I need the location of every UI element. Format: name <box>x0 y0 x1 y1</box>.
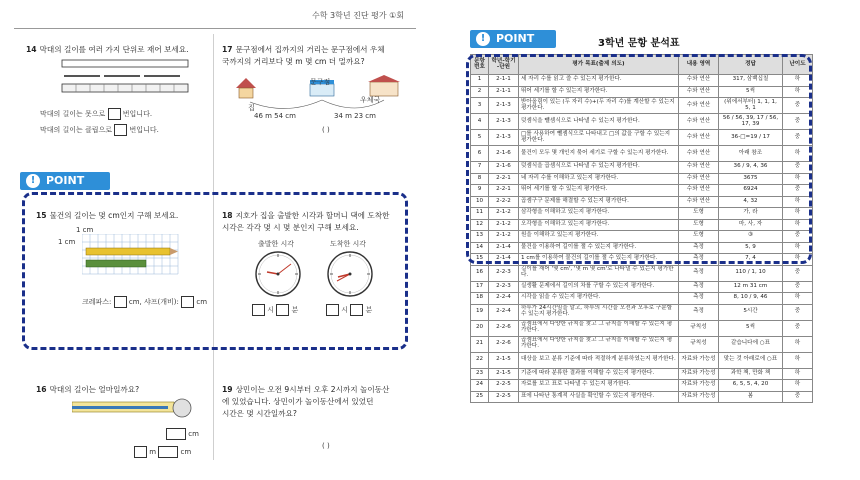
cell-difficulty: 하 <box>783 196 813 208</box>
depart-label: 출발한 시각 <box>258 240 295 248</box>
question-text-line1: 상민이는 오전 9시부터 오후 2시까지 놀이동산 <box>235 385 390 394</box>
pencil-label: 샤프(개비): <box>144 298 179 306</box>
minute-box[interactable] <box>276 304 289 316</box>
cell-goal: 대상을 보고 분류 기준에 따라 적절하게 분류하였는지 평가한다. <box>519 352 679 368</box>
cell-difficulty: 하 <box>783 86 813 98</box>
unit-minute: 분 <box>291 306 299 314</box>
cell-unit: 2-1-3 <box>489 114 519 130</box>
page-header <box>0 8 430 26</box>
answer-box[interactable] <box>108 108 121 120</box>
cell-unit: 2-1-3 <box>489 130 519 146</box>
cell-difficulty: 하 <box>783 336 813 352</box>
arrive-clock <box>326 250 374 298</box>
table-row <box>471 352 813 368</box>
pencil-answer-box[interactable] <box>181 296 194 308</box>
cell-number: 1 <box>471 75 489 87</box>
unit-hour: 시 <box>267 306 274 314</box>
hour-box[interactable] <box>326 304 339 316</box>
cell-number: 8 <box>471 173 489 185</box>
cell-area: 측정 <box>679 304 719 320</box>
cell-difficulty: 중 <box>783 281 813 293</box>
cell-number: 12 <box>471 219 489 231</box>
cell-area: 자료와 가능성 <box>679 368 719 380</box>
cell-goal: 삼각형을 이해하고 있는지 평가한다. <box>519 208 679 220</box>
cell-answer: 마, 사, 자 <box>719 219 783 231</box>
table-row <box>471 391 813 403</box>
cell-difficulty: 하 <box>783 75 813 87</box>
crayon-body <box>86 260 146 267</box>
cell-difficulty: 하 <box>783 352 813 368</box>
cell-number: 9 <box>471 185 489 197</box>
cell-unit: 2-1-6 <box>489 146 519 162</box>
tape-measure <box>72 398 196 420</box>
cell-unit: 2-2-4 <box>489 293 519 305</box>
cell-goal: 곱셈표에서 다양한 규칙을 찾고 그 규칙을 이해할 수 있는지 평가한다. <box>519 336 679 352</box>
cell-difficulty: 중 <box>783 98 813 114</box>
distance-left: 46 m 54 cm <box>254 112 296 120</box>
cell-goal: 덧셈식을 곱셈식으로 나타낼 수 있는지 평가한다. <box>519 162 679 174</box>
cell-goal: 뛰어 세기를 할 수 있는지 평가한다. <box>519 86 679 98</box>
cell-answer: 6924 <box>719 185 783 197</box>
answer-line-crayon <box>82 296 212 308</box>
cell-number: 24 <box>471 380 489 392</box>
cell-number: 5 <box>471 130 489 146</box>
table-row <box>471 265 813 281</box>
column-header: 난이도 <box>783 55 813 75</box>
column-header: 정답 <box>719 55 783 75</box>
cell-goal: 물건을 이용하여 길이를 잴 수 있는지 평가한다. <box>519 242 679 254</box>
cell-answer: 과학 책, 만화 책 <box>719 368 783 380</box>
cell-unit: 2-1-4 <box>489 254 519 266</box>
cell-area: 수와 연산 <box>679 173 719 185</box>
cell-difficulty: 중 <box>783 391 813 403</box>
header-rule <box>14 28 416 29</box>
question-number: 16 <box>36 385 47 394</box>
depart-answer <box>252 304 322 316</box>
cell-answer: 가, 라 <box>719 208 783 220</box>
measured-stick <box>72 406 168 409</box>
table-title: 3학년 문항 분석표 <box>598 38 680 49</box>
cell-difficulty: 하 <box>783 293 813 305</box>
cell-area: 규칙성 <box>679 320 719 336</box>
question-17 <box>222 44 422 68</box>
cell-answer: 56 / 56, 39, 17 / 56, 17, 39 <box>719 114 783 130</box>
cell-number: 11 <box>471 208 489 220</box>
answer-suffix: 번입니다. <box>129 126 159 134</box>
cell-answer: 317, 삼백십칠 <box>719 75 783 87</box>
highlight-dashed-frame <box>466 54 812 264</box>
question-14 <box>26 44 216 56</box>
cell-goal: 1 cm를 이용하여 물건의 길이를 잴 수 있는지 평가한다. <box>519 254 679 266</box>
question-text-line2: 시각은 각각 몇 시 몇 분인지 구해 보세요. <box>222 223 359 232</box>
cell-answer: 6, 5, 5, 4, 20 <box>719 380 783 392</box>
cell-number: 18 <box>471 293 489 305</box>
unit-label-top: 1 cm <box>76 226 94 234</box>
answer-m-cm <box>134 446 216 458</box>
cell-difficulty: 하 <box>783 219 813 231</box>
question-number: 18 <box>222 211 233 220</box>
cell-difficulty: 하 <box>783 368 813 380</box>
cell-number: 15 <box>471 254 489 266</box>
cell-goal: 덧셈식을 뺄셈식으로 나타낼 수 있는지 평가한다. <box>519 114 679 130</box>
cell-answer: 3675 <box>719 173 783 185</box>
cell-area: 도형 <box>679 208 719 220</box>
cell-area: 수와 연산 <box>679 114 719 130</box>
cell-goal: 원을 이해하고 있는지 평가한다. <box>519 231 679 243</box>
cell-answer: 7, 4 <box>719 254 783 266</box>
cell-answer: 같습니다에 ○표 <box>719 336 783 352</box>
label-stationery: 문구점 <box>310 78 331 86</box>
question-18 <box>222 210 412 234</box>
cell-difficulty: 하 <box>783 380 813 392</box>
question-text-line1: 문구점에서 집까지의 거리는 문구점에서 우체 <box>235 45 385 54</box>
cell-area: 규칙성 <box>679 336 719 352</box>
distance-right: 34 m 23 cm <box>334 112 376 120</box>
cell-answer: ③ <box>719 231 783 243</box>
cell-goal: 곱셈구구 문제를 해결할 수 있는지 평가한다. <box>519 196 679 208</box>
minute-box[interactable] <box>350 304 363 316</box>
answer-paren[interactable]: ( ) <box>322 442 330 450</box>
cell-number: 21 <box>471 336 489 352</box>
cell-area: 측정 <box>679 293 719 305</box>
cell-area: 측정 <box>679 242 719 254</box>
cell-difficulty: 중 <box>783 114 813 130</box>
cell-unit: 2-1-2 <box>489 219 519 231</box>
column-header: 내용 영역 <box>679 55 719 75</box>
cell-answer: 5, 9 <box>719 242 783 254</box>
question-number: 19 <box>222 385 233 394</box>
cell-goal: 물건이 모두 몇 개인지 묶어 세기로 구할 수 있는지 평가한다. <box>519 146 679 162</box>
cell-number: 14 <box>471 242 489 254</box>
cell-unit: 2-2-6 <box>489 320 519 336</box>
cell-answer: 맞는 것 아래로에 ○표 <box>719 352 783 368</box>
cell-unit: 2-1-2 <box>489 208 519 220</box>
column-header: 평가 목표(출제 의도) <box>519 55 679 75</box>
cell-difficulty: 중 <box>783 162 813 174</box>
cell-area: 자료와 가능성 <box>679 391 719 403</box>
cell-answer: 36-□=19 / 17 <box>719 130 783 146</box>
cell-unit: 2-2-5 <box>489 391 519 403</box>
cell-area: 자료와 가능성 <box>679 352 719 368</box>
cm-box[interactable] <box>166 428 186 440</box>
answer-line-nails <box>40 108 210 120</box>
cell-unit: 2-2-3 <box>489 281 519 293</box>
hour-box[interactable] <box>252 304 265 316</box>
cell-goal: 받아올림이 있는 (두 자리 수)+(두 자리 수)를 계산할 수 있는지 평가한다. <box>519 98 679 114</box>
arrive-answer <box>326 304 396 316</box>
table-row <box>471 368 813 380</box>
question-text: 막대의 길이는 얼마일까요? <box>49 385 140 394</box>
cell-unit: 2-2-5 <box>489 380 519 392</box>
cell-answer: 12 m 31 cm <box>719 281 783 293</box>
cell-area: 수와 연산 <box>679 130 719 146</box>
cell-answer: 5시간 <box>719 304 783 320</box>
cell-answer: 5씩 <box>719 320 783 336</box>
question-text-line2: 국까지의 거리보다 몇 m 몇 cm 더 멀까요? <box>222 57 365 66</box>
cell-goal: 표에 나타난 통계적 사실을 확인할 수 있는지 평가한다. <box>519 391 679 403</box>
cell-answer: 봄 <box>719 391 783 403</box>
unit-hour: 시 <box>341 306 348 314</box>
crayon-answer-box[interactable] <box>114 296 127 308</box>
point-label: POINT <box>46 174 85 187</box>
cell-area: 도형 <box>679 231 719 243</box>
table-row <box>471 281 813 293</box>
question-text: 막대의 길이를 여러 가지 단위로 재어 보세요. <box>39 45 189 54</box>
cell-answer: 36 / 9, 4, 36 <box>719 162 783 174</box>
cell-unit: 2-1-3 <box>489 98 519 114</box>
question-15 <box>36 210 206 222</box>
cell-area: 도형 <box>679 219 719 231</box>
unit-label-side: 1 cm <box>58 238 76 246</box>
m-box[interactable] <box>134 446 147 458</box>
pencil-unit: cm <box>196 298 208 306</box>
point-badge <box>20 172 110 190</box>
cell-goal: 곱셈표에서 다양한 규칙을 찾고 그 규칙을 이해할 수 있는지 평가한다. <box>519 320 679 336</box>
cell-answer: 5씩 <box>719 86 783 98</box>
pencil-body <box>86 248 170 255</box>
table-row <box>471 304 813 320</box>
exclamation-icon: ! <box>26 174 40 188</box>
answer-cm <box>166 428 216 440</box>
cell-number: 20 <box>471 320 489 336</box>
cell-number: 7 <box>471 162 489 174</box>
exclamation-icon: ! <box>476 32 490 46</box>
cell-difficulty: 중 <box>783 185 813 197</box>
cell-unit: 2-2-3 <box>489 265 519 281</box>
point-badge <box>470 30 556 48</box>
question-number: 15 <box>36 211 47 220</box>
crayon-unit: cm, <box>128 298 142 306</box>
cell-goal: □를 사용하여 뺄셈식으로 나타내고 □의 값을 구할 수 있는지 평가한다. <box>519 130 679 146</box>
question-19 <box>222 384 422 420</box>
page-header-text: 수학 3학년 진단 평가 ①회 <box>312 11 404 20</box>
post-office-icon <box>368 75 400 96</box>
crayon-label: 크레파스: <box>82 298 112 306</box>
cell-goal: 뛰어 세기를 할 수 있는지 평가한다. <box>519 185 679 197</box>
cell-goal: 시각을 읽을 수 있는지 평가한다. <box>519 293 679 305</box>
cell-goal: 실생활 문제에서 길이의 차를 구할 수 있는지 평가한다. <box>519 281 679 293</box>
home-icon <box>236 78 256 98</box>
cell-unit: 2-1-1 <box>489 86 519 98</box>
tape-reel <box>173 399 191 417</box>
cell-unit: 2-1-5 <box>489 368 519 380</box>
cell-difficulty: 중 <box>783 304 813 320</box>
cell-number: 22 <box>471 352 489 368</box>
cm-box[interactable] <box>158 446 178 458</box>
cell-difficulty: 하 <box>783 254 813 266</box>
cell-area: 수와 연산 <box>679 196 719 208</box>
question-text-line2: 에 있었습니다. 상민이가 놀이동산에서 있었던 <box>222 397 374 406</box>
cell-unit: 2-1-4 <box>489 242 519 254</box>
cell-difficulty: 중 <box>783 231 813 243</box>
cell-unit: 2-2-1 <box>489 173 519 185</box>
cell-difficulty: 중 <box>783 265 813 281</box>
question-number: 14 <box>26 45 37 54</box>
cell-number: 3 <box>471 98 489 114</box>
answer-prefix: 막대의 길이는 못으로 <box>40 110 106 118</box>
table-row <box>471 320 813 336</box>
cell-goal: 오각형을 이해하고 있는지 평가한다. <box>519 219 679 231</box>
cell-answer: (위에서부터) 1, 1, 1, 5, 1 <box>719 98 783 114</box>
cell-difficulty: 중 <box>783 320 813 336</box>
answer-suffix: 번입니다. <box>122 110 153 118</box>
cell-unit: 2-2-6 <box>489 336 519 352</box>
cell-number: 2 <box>471 86 489 98</box>
cell-number: 19 <box>471 304 489 320</box>
answer-prefix: 막대의 길이는 클립으로 <box>40 126 113 134</box>
cell-area: 수와 연산 <box>679 86 719 98</box>
cell-area: 측정 <box>679 265 719 281</box>
cell-number: 6 <box>471 146 489 162</box>
label-post-office: 우체국 <box>360 96 381 104</box>
cell-goal: 네 자리 수를 이해하고 있는지 평가한다. <box>519 173 679 185</box>
table-row <box>471 293 813 305</box>
cell-unit: 2-2-1 <box>489 185 519 197</box>
point-label: POINT <box>496 32 535 45</box>
cell-number: 16 <box>471 265 489 281</box>
unit-cm: cm <box>188 430 199 438</box>
cell-goal: 기준에 따라 분류한 결과를 이해할 수 있는지 평가한다. <box>519 368 679 380</box>
cell-area: 측정 <box>679 281 719 293</box>
table-row <box>471 336 813 352</box>
cell-goal: 자료를 보고 표로 나타낼 수 있는지 평가한다. <box>519 380 679 392</box>
depart-clock <box>254 250 302 298</box>
cell-unit: 2-2-2 <box>489 196 519 208</box>
arrive-label: 도착한 시각 <box>330 240 367 248</box>
cell-area: 수와 연산 <box>679 185 719 197</box>
cell-goal: 길이를 재어 '몇 cm', '몇 m 몇 cm'로 나타낼 수 있는지 평가한다. <box>519 265 679 281</box>
cell-number: 17 <box>471 281 489 293</box>
cell-number: 10 <box>471 196 489 208</box>
cell-answer: 8, 10 / 9, 46 <box>719 293 783 305</box>
column-header: 문항 번호 <box>471 55 489 75</box>
cell-area: 수와 연산 <box>679 146 719 162</box>
cell-area: 수와 연산 <box>679 75 719 87</box>
cell-unit: 2-1-5 <box>489 352 519 368</box>
cell-difficulty: 하 <box>783 173 813 185</box>
cell-unit: 2-2-4 <box>489 304 519 320</box>
pencil-tip <box>170 248 178 255</box>
cell-area: 자료와 가능성 <box>679 380 719 392</box>
stick-bar <box>62 60 188 67</box>
cell-goal: 세 자리 수를 읽고 쓸 수 있는지 평가한다. <box>519 75 679 87</box>
unit-m: m <box>149 448 157 456</box>
table-row <box>471 380 813 392</box>
question-text-line1: 지호가 집을 출발한 시각과 할머니 댁에 도착한 <box>235 211 390 220</box>
cell-difficulty: 하 <box>783 242 813 254</box>
column-header: 학년-학기 -단원 <box>489 55 519 75</box>
answer-box[interactable] <box>114 124 127 136</box>
cell-number: 4 <box>471 114 489 130</box>
cell-number: 23 <box>471 368 489 380</box>
cell-number: 13 <box>471 231 489 243</box>
unit-cm: cm <box>180 448 192 456</box>
cell-difficulty: 중 <box>783 130 813 146</box>
label-home: 집 <box>248 104 255 112</box>
question-text: 물건의 길이는 몇 cm인지 구해 보세요. <box>49 211 179 220</box>
answer-line-clips <box>40 124 210 136</box>
cell-answer: 아래 참조 <box>719 146 783 162</box>
cell-number: 25 <box>471 391 489 403</box>
cell-goal: 하루가 24시간임을 알고, 하루의 시간을 오전과 오후로 구분할 수 있는지 평가한다. <box>519 304 679 320</box>
cell-difficulty: 하 <box>783 208 813 220</box>
question-text-line3: 시간은 몇 시간일까요? <box>222 409 297 418</box>
cell-unit: 2-1-6 <box>489 162 519 174</box>
cell-difficulty: 하 <box>783 146 813 162</box>
cell-area: 측정 <box>679 254 719 266</box>
cell-area: 수와 연산 <box>679 162 719 174</box>
question-number: 17 <box>222 45 233 54</box>
cell-unit: 2-1-1 <box>489 75 519 87</box>
grid-with-objects <box>82 234 182 282</box>
question-16 <box>36 384 206 396</box>
cell-answer: 110 / 1, 10 <box>719 265 783 281</box>
unit-minute: 분 <box>365 306 373 314</box>
cell-area: 수와 연산 <box>679 98 719 114</box>
answer-paren[interactable]: ( ) <box>322 126 330 134</box>
paperclip-row <box>62 84 188 92</box>
cell-unit: 2-1-2 <box>489 231 519 243</box>
cell-answer: 4, 32 <box>719 196 783 208</box>
ruler-illustration-14 <box>60 58 200 102</box>
